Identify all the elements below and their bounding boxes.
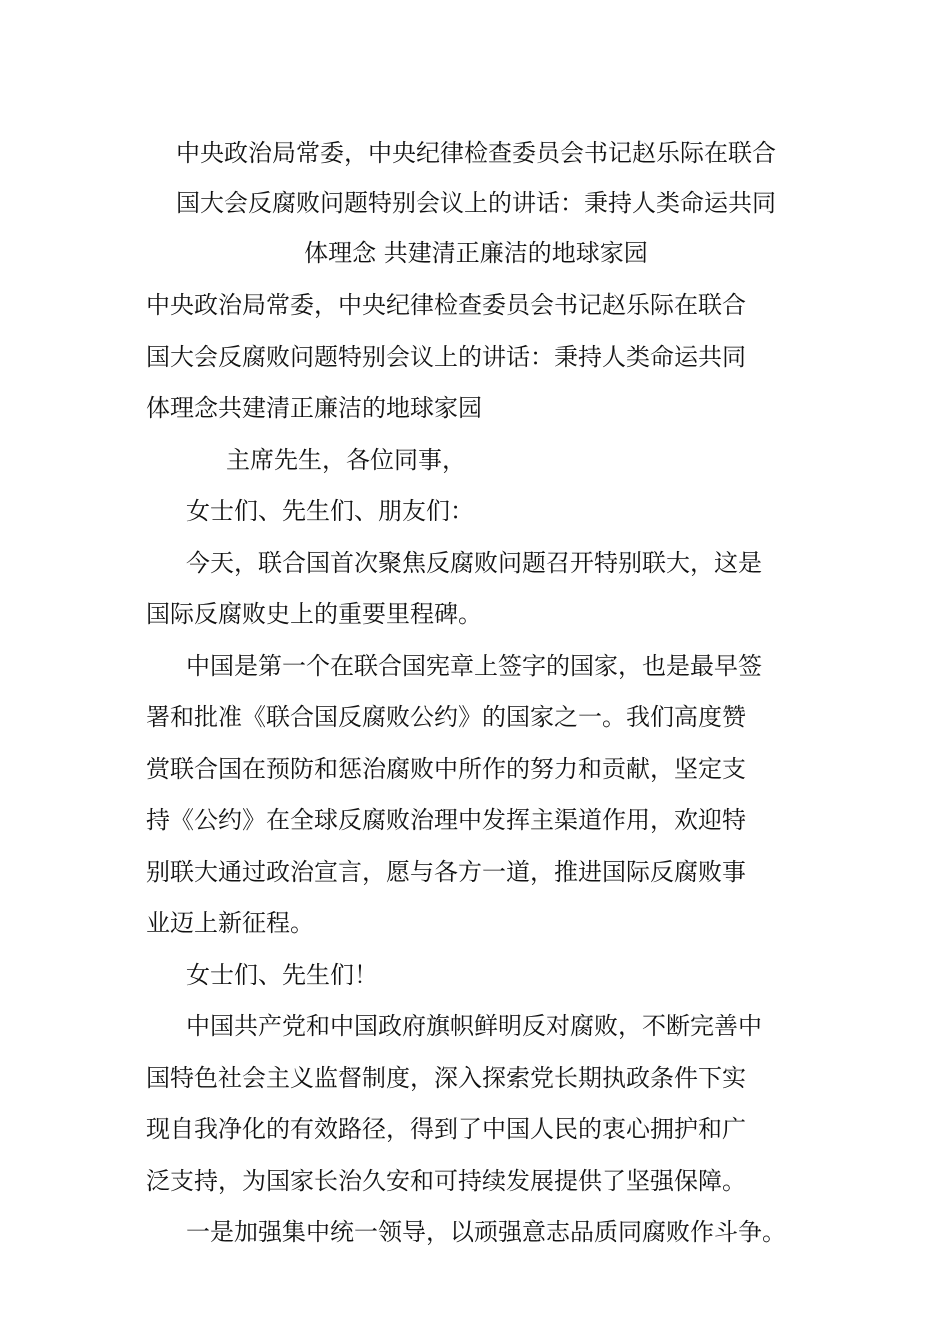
paragraph-2 — [146, 641, 810, 950]
paragraph-1 — [146, 538, 810, 641]
paragraph-line: 国特色社会主义监督制度，深入探索党长期执政条件下实 — [146, 1063, 746, 1092]
paragraph-line: 泛支持，为国家长治久安和可持续发展提供了坚强保障。 — [146, 1166, 746, 1195]
paragraph-line: 业迈上新征程。 — [146, 909, 314, 937]
salutation-ladies-gentlemen: 女士们、先生们！ — [186, 960, 378, 989]
paragraph-line: 署和批准《联合国反腐败公约》的国家之一。我们高度赞 — [146, 703, 746, 731]
title-line: 体理念 共建清正廉洁的地球家园 — [304, 239, 648, 267]
paragraph-line: 中国是第一个在联合国宪章上签字的国家，也是最早签 — [186, 651, 762, 680]
subtitle-line: 国大会反腐败问题特别会议上的讲话：秉持人类命运共同 — [146, 342, 746, 371]
document-title — [146, 128, 806, 278]
paragraph-4 — [146, 1207, 810, 1259]
salutation-ladies-gentlemen-friends: 女士们、先生们、朋友们： — [186, 497, 474, 525]
paragraph-line: 持《公约》在全球反腐败治理中发挥主渠道作用，欢迎特 — [146, 806, 746, 834]
subtitle-line: 体理念共建清正廉洁的地球家园 — [146, 394, 482, 422]
title-line: 国大会反腐败问题特别会议上的讲话：秉持人类命运共同 — [176, 189, 776, 217]
document-body — [146, 280, 810, 1259]
paragraph-line: 赏联合国在预防和惩治腐败中所作的努力和贡献，坚定支 — [146, 754, 746, 783]
subtitle-heading — [146, 280, 810, 435]
title-line: 中央政治局常委，中央纪律检查委员会书记赵乐际在联合 — [176, 139, 776, 167]
subtitle-line: 中央政治局常委，中央纪律检查委员会书记赵乐际在联合 — [146, 291, 746, 319]
paragraph-line: 中国共产党和中国政府旗帜鲜明反对腐败，不断完善中 — [186, 1012, 762, 1040]
paragraph-line: 今天，联合国首次聚焦反腐败问题召开特别联大，这是 — [186, 548, 762, 577]
paragraph-line: 国际反腐败史上的重要里程碑。 — [146, 600, 482, 628]
paragraph-3 — [146, 1001, 810, 1207]
paragraph-line: 别联大通过政治宣言，愿与各方一道，推进国际反腐败事 — [146, 857, 746, 886]
paragraph-line: 现自我净化的有效路径，得到了中国人民的衷心拥护和广 — [146, 1115, 746, 1143]
salutation-chair: 主席先生，各位同事， — [226, 445, 466, 474]
paragraph-line: 一是加强集中统一领导，以顽强意志品质同腐败作斗争。 — [186, 1218, 786, 1246]
